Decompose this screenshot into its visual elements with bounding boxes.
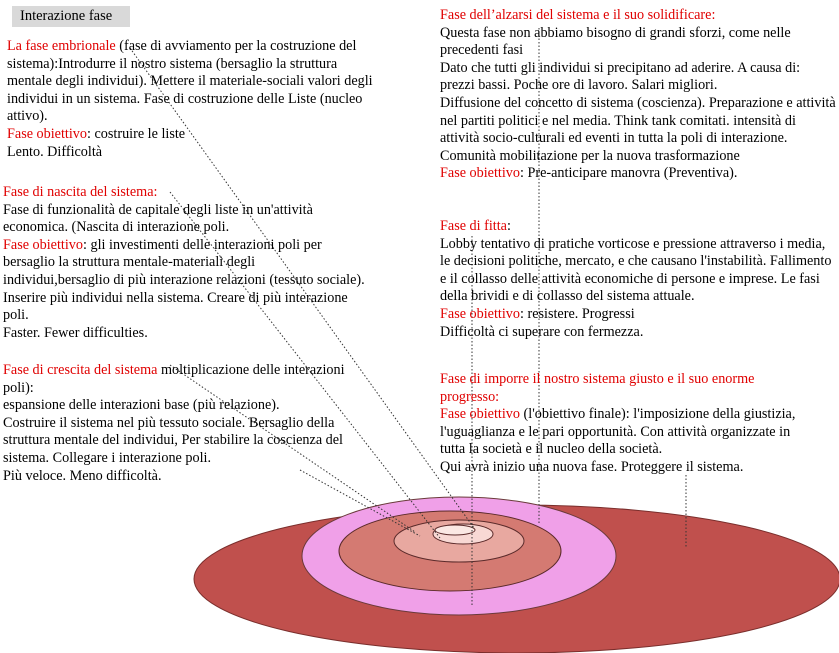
birth-phase-block bbox=[3, 184, 365, 342]
embryonic-paragraph bbox=[7, 38, 382, 126]
rise-line-3: Diffusione del concetto di sistema (coscienza). Preparazione e attività nel partiti politici e nel media. Think tank comitati. intensità di attività socio-culturali ed eventi in tutta la poli di interazione. Comunità mobilitazione per la nuova trasformazione bbox=[440, 94, 836, 164]
embryonic-phase-block bbox=[7, 38, 382, 161]
birth-goal-label: Fase obiettivo bbox=[3, 236, 83, 253]
embryonic-heading: La fase embrionale bbox=[7, 38, 116, 54]
growth-heading: Fase di crescita del sistema bbox=[3, 362, 158, 378]
embryonic-goal-label: Fase obiettivo bbox=[7, 125, 87, 142]
hard-heading-suffix: : bbox=[506, 218, 511, 234]
page-title: Interazione fase bbox=[12, 6, 130, 27]
growth-line-1: espansione delle interazioni base (più relazione). bbox=[3, 397, 280, 414]
embryonic-text: (fase di avviamento per la costruzione del sistema):Introdurre il nostro sistema (bersaglio la struttura mentale degli individui). Mettere il materiale-sociali valori degli individui in un sistema. Fase di costruzione delle Liste (nucleo attivo). bbox=[7, 38, 373, 125]
growth-heading-line bbox=[3, 362, 348, 397]
impose-goal bbox=[440, 406, 802, 459]
growth-text: moltiplicazione delle interazioni poli): bbox=[3, 362, 345, 396]
growth-line-3: Più veloce. Meno difficoltà. bbox=[3, 467, 162, 484]
hard-phase-block bbox=[440, 218, 832, 341]
rise-line-1: Questa fase non abbiamo bisogno di grandi sforzi, come nelle precedenti fasi bbox=[440, 24, 791, 59]
impose-heading-line bbox=[440, 371, 802, 406]
embryonic-goal-text: : costruire le liste bbox=[87, 125, 186, 142]
hard-text: Lobby tentativo di pratiche vorticose e pressione attraverso i media, le decisioni politiche, mercato, e che causano l'instabilità. Fallimento e il collasso delle attività economiche di persone e imprese. Le fasi della brividi e di collasso del sistema attuale. bbox=[440, 235, 832, 305]
birth-goal-text: : gli investimenti delle interazioni poli per bersaglio la struttura mentale-materiali degli individui,bersaglio di più interazione relazioni (tessuto sociale). Inserire più individui nella sistema. Creare di più interazione poli. bbox=[3, 236, 365, 324]
birth-heading: Fase di nascita del sistema bbox=[3, 184, 154, 200]
impose-heading: Fase di imporre il nostro sistema giusto e il suo enorme progresso bbox=[440, 371, 755, 405]
birth-note: Faster. Fewer difficulties. bbox=[3, 324, 148, 341]
rise-goal bbox=[440, 165, 836, 183]
impose-phase-block bbox=[440, 371, 802, 477]
birth-text: Fase di funzionalità de capitale degli liste in un'attività economica. (Nascita di interazione poli. bbox=[3, 201, 313, 236]
rise-heading: Fase dell’alzarsi del sistema e il suo solidificare bbox=[440, 7, 712, 23]
hard-goal-label: Fase obiettivo bbox=[440, 305, 520, 322]
birth-heading-suffix: : bbox=[153, 184, 158, 200]
embryonic-goal bbox=[7, 126, 382, 144]
ring-center bbox=[435, 525, 475, 535]
birth-heading-line bbox=[3, 184, 365, 202]
hard-note: Difficoltà ci superare con fermezza. bbox=[440, 323, 644, 340]
rise-heading-suffix: : bbox=[711, 7, 716, 23]
rise-heading-line bbox=[440, 7, 836, 25]
hard-goal bbox=[440, 306, 832, 324]
impose-goal-label: Fase obiettivo bbox=[440, 406, 520, 423]
hard-goal-text: : resistere. Progressi bbox=[520, 305, 635, 322]
impose-heading-suffix: : bbox=[495, 388, 500, 405]
rise-phase-block bbox=[440, 7, 836, 183]
rise-line-2: Dato che tutti gli individui si precipitano ad aderire. A causa di: prezzi bassi. Poche ore di lavoro. Salari migliori. bbox=[440, 59, 801, 94]
hard-heading-line bbox=[440, 218, 832, 236]
growth-line-2: Costruire il sistema nel più tessuto sociale. Bersaglio della struttura mentale del individui, Per stabilire la coscienza del sistema. Collegare i interazione poli. bbox=[3, 414, 343, 466]
hard-heading: Fase di fitta bbox=[440, 218, 507, 234]
rise-goal-label: Fase obiettivo bbox=[440, 165, 520, 182]
rise-goal-text: : Pre-anticipare manovra (Preventiva). bbox=[520, 165, 738, 182]
embryonic-note: Lento. Difficoltà bbox=[7, 143, 103, 160]
birth-goal bbox=[3, 237, 365, 325]
impose-goal-text: (l'obiettivo finale): l'imposizione della giustizia, l'uguaglianza e le pari opportunità. Con attività organizzate in tutta la società e il nucleo della società. bbox=[440, 406, 796, 458]
growth-phase-block bbox=[3, 362, 348, 485]
impose-note: Qui avrà inizio una nuova fase. Proteggere il sistema. bbox=[440, 458, 744, 475]
